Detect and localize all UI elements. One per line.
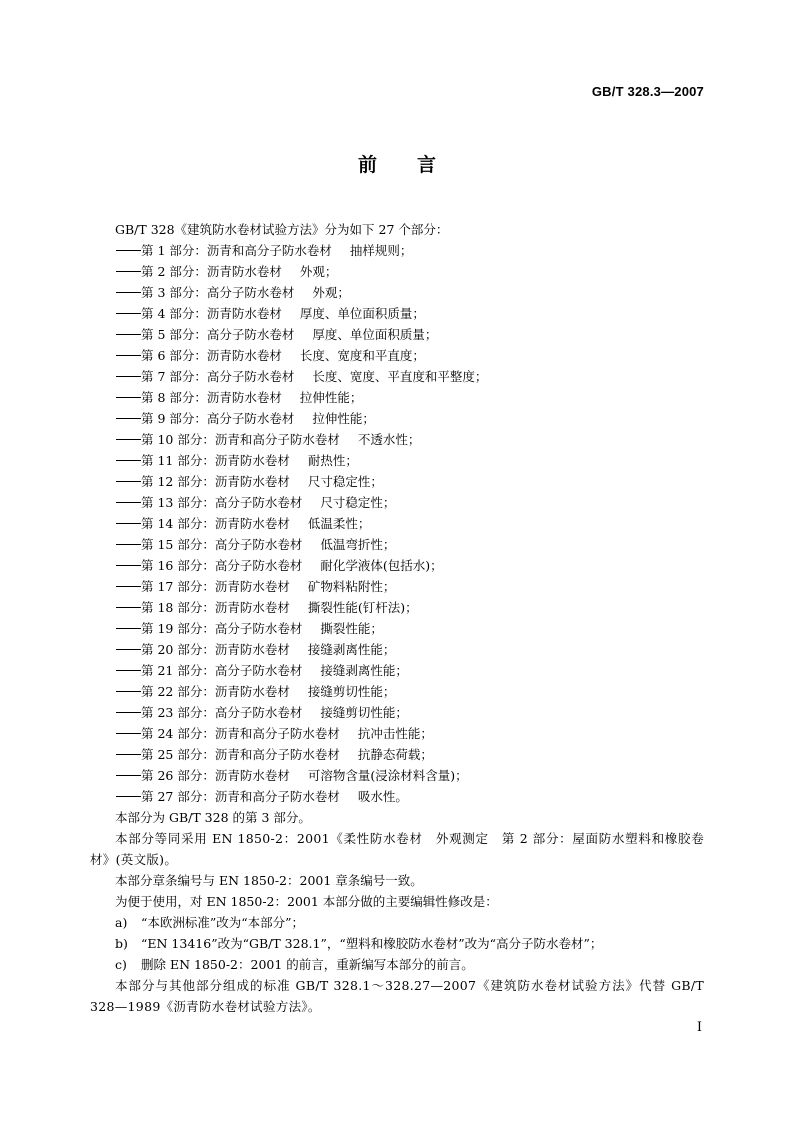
- part-label: 第 14 部分：沥青防水卷材: [141, 516, 290, 531]
- part-item: [90, 408, 704, 429]
- part-item: [90, 303, 704, 324]
- part-item: [90, 723, 704, 744]
- part-item: [90, 513, 704, 534]
- list-text: “EN 13416”改为“GB/T 328.1”，“塑料和橡胶防水卷材”改为“高分子防水卷材”；: [141, 936, 603, 951]
- part-item: [90, 639, 704, 660]
- part-item: [90, 786, 704, 807]
- part-item: [90, 681, 704, 702]
- em-dash-mark: [115, 555, 141, 576]
- edit-list: [90, 912, 704, 975]
- part-item: [90, 345, 704, 366]
- part-item: [90, 261, 704, 282]
- part-topic: 撕裂性能(钉杆法)；: [307, 600, 418, 615]
- body-paragraph-4: 为便于使用，对 EN 1850-2：2001 本部分做的主要编辑性修改是：: [115, 894, 498, 909]
- em-dash-mark: [115, 345, 141, 366]
- part-item: [90, 555, 704, 576]
- edit-list-item: [90, 912, 704, 933]
- foreword-content: [90, 219, 704, 1017]
- part-topic: 厚度、单位面积质量；: [312, 327, 438, 342]
- em-dash-mark: [115, 408, 141, 429]
- part-topic: 长度、宽度、平直度和平整度；: [312, 369, 488, 384]
- part-topic: 可溶物含量(浸涂材料含量)；: [307, 768, 468, 783]
- part-label: 第 21 部分：高分子防水卷材: [141, 663, 303, 678]
- part-topic: 长度、宽度和平直度；: [299, 348, 425, 363]
- body-paragraph-5: 本部分与其他部分组成的标准 GB/T 328.1～328.27—2007《建筑防水卷材试验方法》代替 GB/T 328—1989《沥青防水卷材试验方法》。: [90, 978, 704, 1014]
- part-topic: 接缝剪切性能；: [320, 705, 408, 720]
- part-item: [90, 702, 704, 723]
- em-dash-mark: [115, 324, 141, 345]
- page-title: 前言: [357, 154, 476, 176]
- part-topic: 拉伸性能；: [299, 390, 363, 405]
- part-label: 第 8 部分：沥青防水卷材: [141, 390, 282, 405]
- em-dash-mark: [115, 723, 141, 744]
- part-item: [90, 660, 704, 681]
- part-topic: 低温柔性；: [307, 516, 371, 531]
- part-label: 第 27 部分：沥青和高分子防水卷材: [141, 789, 340, 804]
- part-topic: 厚度、单位面积质量；: [299, 306, 425, 321]
- em-dash-mark: [115, 387, 141, 408]
- em-dash-mark: [115, 786, 141, 807]
- part-label: 第 10 部分：沥青和高分子防水卷材: [141, 432, 340, 447]
- part-label: 第 9 部分：高分子防水卷材: [141, 411, 295, 426]
- part-label: 第 17 部分：沥青防水卷材: [141, 579, 290, 594]
- em-dash-mark: [115, 744, 141, 765]
- em-dash-mark: [115, 576, 141, 597]
- part-topic: 外观；: [299, 264, 338, 279]
- part-label: 第 15 部分：高分子防水卷材: [141, 537, 303, 552]
- part-label: 第 26 部分：沥青防水卷材: [141, 768, 290, 783]
- part-label: 第 23 部分：高分子防水卷材: [141, 705, 303, 720]
- body-paragraph-1: 本部分为 GB/T 328 的第 3 部分。: [115, 810, 311, 825]
- part-label: 第 4 部分：沥青防水卷材: [141, 306, 282, 321]
- list-marker: b): [115, 936, 128, 951]
- part-label: 第 3 部分：高分子防水卷材: [141, 285, 295, 300]
- part-topic: 不透水性；: [357, 432, 421, 447]
- part-topic: 尺寸稳定性；: [307, 474, 383, 489]
- part-label: 第 16 部分：高分子防水卷材: [141, 558, 303, 573]
- em-dash-mark: [115, 282, 141, 303]
- part-label: 第 2 部分：沥青防水卷材: [141, 264, 282, 279]
- part-label: 第 12 部分：沥青防水卷材: [141, 474, 290, 489]
- standard-code: GB/T 328.3—2007: [591, 84, 704, 99]
- em-dash-mark: [115, 618, 141, 639]
- part-topic: 接缝剪切性能；: [307, 684, 396, 699]
- parts-list: [90, 240, 704, 807]
- em-dash-mark: [115, 513, 141, 534]
- part-topic: 吸水性。: [357, 789, 408, 804]
- em-dash-mark: [115, 597, 141, 618]
- em-dash-mark: [115, 303, 141, 324]
- part-topic: 抽样规则；: [349, 243, 413, 258]
- part-item: [90, 618, 704, 639]
- body-paragraph-3: 本部分章条编号与 EN 1850-2：2001 章条编号一致。: [115, 873, 423, 888]
- part-item: [90, 240, 704, 261]
- part-topic: 矿物料粘附性；: [307, 579, 396, 594]
- part-item: [90, 324, 704, 345]
- em-dash-mark: [115, 639, 141, 660]
- part-item: [90, 366, 704, 387]
- list-marker: c): [115, 957, 127, 972]
- em-dash-mark: [115, 450, 141, 471]
- part-label: 第 7 部分：高分子防水卷材: [141, 369, 295, 384]
- part-topic: 接缝剥离性能；: [320, 663, 408, 678]
- part-item: [90, 387, 704, 408]
- part-label: 第 5 部分：高分子防水卷材: [141, 327, 295, 342]
- part-item: [90, 576, 704, 597]
- em-dash-mark: [115, 534, 141, 555]
- part-item: [90, 492, 704, 513]
- part-label: 第 18 部分：沥青防水卷材: [141, 600, 290, 615]
- part-topic: 尺寸稳定性；: [320, 495, 396, 510]
- part-label: 第 11 部分：沥青防水卷材: [141, 453, 290, 468]
- part-topic: 接缝剥离性能；: [307, 642, 396, 657]
- page-number: I: [696, 1020, 702, 1035]
- list-marker: a): [115, 915, 128, 930]
- em-dash-mark: [115, 429, 141, 450]
- em-dash-mark: [115, 261, 141, 282]
- edit-list-item: [90, 933, 704, 954]
- em-dash-mark: [115, 765, 141, 786]
- part-label: 第 1 部分：沥青和高分子防水卷材: [141, 243, 332, 258]
- em-dash-mark: [115, 366, 141, 387]
- em-dash-mark: [115, 492, 141, 513]
- part-topic: 耐热性；: [307, 453, 358, 468]
- part-topic: 抗静态荷载；: [357, 747, 433, 762]
- em-dash-mark: [115, 471, 141, 492]
- em-dash-mark: [115, 660, 141, 681]
- part-item: [90, 534, 704, 555]
- part-label: 第 24 部分：沥青和高分子防水卷材: [141, 726, 340, 741]
- part-item: [90, 597, 704, 618]
- part-topic: 耐化学液体(包括水)；: [320, 558, 443, 573]
- part-topic: 拉伸性能；: [312, 411, 375, 426]
- part-item: [90, 282, 704, 303]
- part-topic: 撕裂性能；: [320, 621, 383, 636]
- part-label: 第 19 部分：高分子防水卷材: [141, 621, 303, 636]
- part-item: [90, 450, 704, 471]
- intro-line: GB/T 328《建筑防水卷材试验方法》分为如下 27 个部分：: [115, 222, 449, 237]
- list-text: “本欧洲标准”改为“本部分”；: [141, 915, 305, 930]
- part-item: [90, 471, 704, 492]
- part-item: [90, 429, 704, 450]
- em-dash-mark: [115, 240, 141, 261]
- part-topic: 抗冲击性能；: [357, 726, 433, 741]
- list-text: 删除 EN 1850-2：2001 的前言，重新编写本部分的前言。: [141, 957, 474, 972]
- part-label: 第 22 部分：沥青防水卷材: [141, 684, 290, 699]
- part-topic: 低温弯折性；: [320, 537, 396, 552]
- part-item: [90, 765, 704, 786]
- body-paragraph-2: 本部分等同采用 EN 1850-2：2001《柔性防水卷材 外观测定 第 2 部分：屋面防水塑料和橡胶卷材》(英文版)。: [90, 831, 704, 867]
- em-dash-mark: [115, 681, 141, 702]
- part-label: 第 13 部分：高分子防水卷材: [141, 495, 303, 510]
- em-dash-mark: [115, 702, 141, 723]
- part-item: [90, 744, 704, 765]
- edit-list-item: [90, 954, 704, 975]
- part-topic: 外观；: [312, 285, 350, 300]
- part-label: 第 20 部分：沥青防水卷材: [141, 642, 290, 657]
- part-label: 第 6 部分：沥青防水卷材: [141, 348, 282, 363]
- part-label: 第 25 部分：沥青和高分子防水卷材: [141, 747, 340, 762]
